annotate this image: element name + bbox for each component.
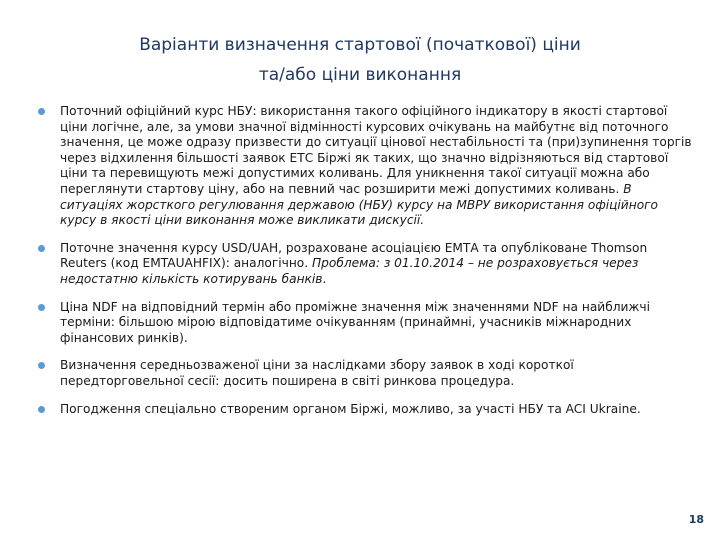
bullet-dot-icon [38, 362, 45, 369]
bullet-dot-icon [38, 245, 45, 252]
bullet-tail-text: . [322, 271, 327, 286]
bullet-list [38, 104, 694, 429]
bullet-text: Погодження спеціально створеним органом Біржі, можливо, за участі НБУ та ACI Ukraine. [60, 401, 641, 416]
bullet-text: Поточне значення курсу USD/UAH, розраховане асоціацією ЕМТА та опубліковане Thomson Reuters (код EMTAUAHFIX): аналогічно. [60, 240, 648, 271]
bullet-item-official-rate [38, 104, 694, 229]
bullet-dot-icon [38, 108, 45, 115]
bullet-item-weighted-price [38, 358, 694, 389]
bullet-item-ndf-price [38, 300, 694, 347]
bullet-item-emta-rate [38, 241, 694, 288]
title-line-1: Варіанти визначення стартової (початкової) ціни [139, 35, 581, 55]
bullet-text: Ціна NDF на відповідний термін або проміжне значення між значеннями NDF на найближчі терміни: більшою мірою відповідатиме очікуванням (принаймні, учасників міжнародних фінансових ринків). [60, 299, 650, 345]
bullet-dot-icon [38, 304, 45, 311]
page-number: 18 [688, 513, 704, 526]
bullet-italic-text: В ситуаціях жорсткого регулювання державою (НБУ) курсу на МВРУ використання офіційного курсу в якості ціни виконання може викликати дискусії. [60, 181, 659, 228]
slide-title [60, 30, 660, 90]
bullet-text: Визначення середньозваженої ціни за наслідками збору заявок в ході короткої передторговельної сесії: досить поширена в світі ринкова процедура. [60, 358, 574, 388]
bullet-dot-icon [38, 406, 45, 413]
bullet-italic-text: Проблема: з 01.10.2014 – не розраховується через недостатню кількість котирувань банків [60, 256, 639, 286]
title-line-2: та/або ціни виконання [258, 65, 462, 85]
bullet-text: Поточний офіційний курс НБУ: використання такого офіційного індикатору в якості стартової ціни логічне, але, за умови значної відмінності курсових очікувань на майбутнє від поточного значення, це може одразу призвести до ситуації цінової нестабільності та (при)зупинення торгів через відхилення більшості заявок ЕТС Біржі як таких, що значно відрізняються від стартової ціни та перевищують межі допустимих коливань. Для уникнення такої ситуації можна або переглянути стартову ціну, або на певний час розширити межі допустимих коливань. [60, 104, 692, 196]
bullet-item-exchange-body [38, 402, 694, 418]
